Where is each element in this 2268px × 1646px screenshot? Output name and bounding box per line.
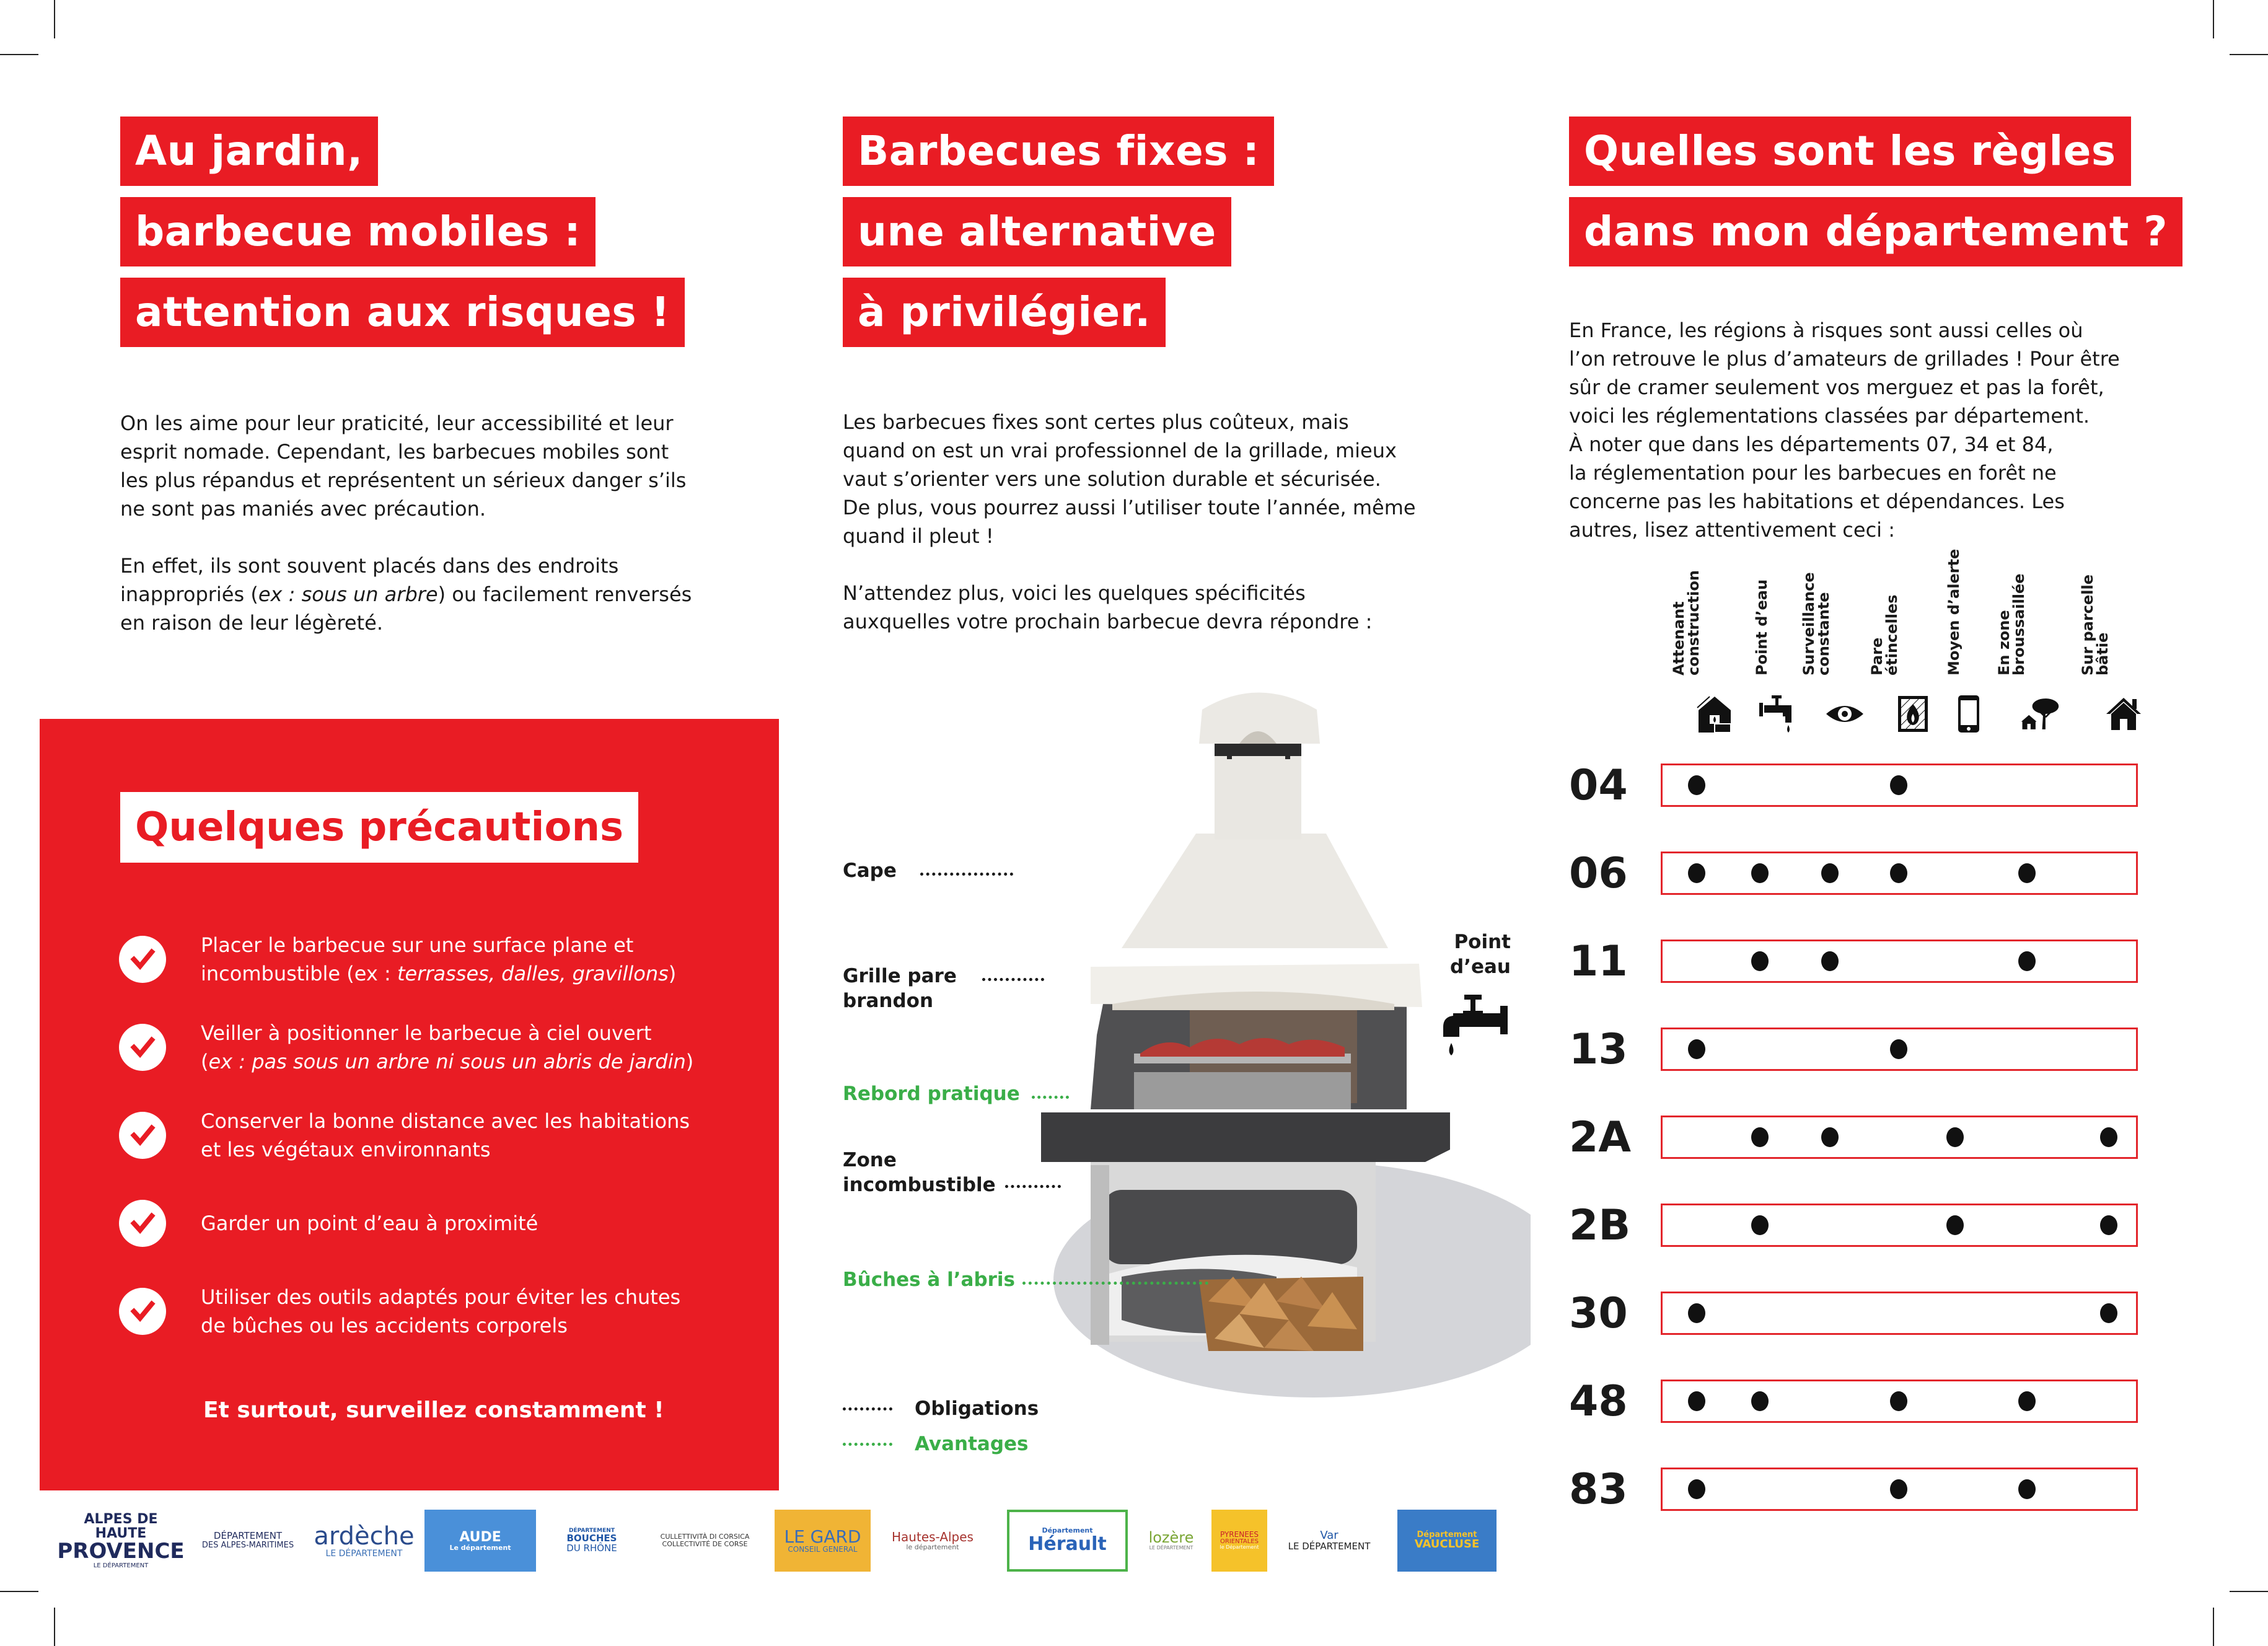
rule-dot-house-fire bbox=[1688, 1303, 1705, 1323]
crop-mark bbox=[0, 54, 38, 55]
label-zone-incombustible bbox=[843, 1148, 996, 1197]
precaution-item bbox=[119, 1018, 751, 1077]
department-code: 48 bbox=[1569, 1377, 1628, 1426]
department-code: 2B bbox=[1569, 1201, 1631, 1250]
logo-text: LE DÉPARTEMENT bbox=[1288, 1540, 1371, 1552]
department-code: 04 bbox=[1569, 761, 1628, 810]
department-logo bbox=[310, 1510, 418, 1572]
left-headline bbox=[120, 117, 685, 347]
rule-dot-spark-screen bbox=[1890, 1039, 1907, 1059]
text-line: vaut s’orienter vers une solution durable et sécurisée. bbox=[843, 467, 1381, 491]
department-row bbox=[1569, 849, 2139, 898]
logo-text: LE GARD bbox=[784, 1526, 861, 1547]
headline-line: Barbecues fixes : bbox=[843, 117, 1274, 186]
logo-text: Le département bbox=[449, 1543, 511, 1552]
checkmark-icon bbox=[119, 936, 166, 983]
headline-line: Quelles sont les règles bbox=[1569, 117, 2131, 186]
chimney bbox=[1199, 693, 1320, 840]
text-line: À noter que dans les départements 07, 34 et 84, bbox=[1569, 433, 2054, 456]
logo-text: DÉPARTEMENT bbox=[569, 1527, 615, 1534]
column-header bbox=[1997, 573, 2026, 676]
legend-label: Avantages bbox=[915, 1433, 1029, 1455]
logo-text: LE DÉPARTEMENT bbox=[325, 1548, 403, 1559]
leader-rebord bbox=[1032, 1096, 1069, 1099]
text-run: inappropriés ( bbox=[120, 583, 258, 606]
left-intro-text bbox=[120, 409, 692, 637]
headline-line: à privilégier. bbox=[843, 278, 1166, 347]
department-logo bbox=[1137, 1510, 1205, 1572]
logo-text: lozère bbox=[1148, 1529, 1194, 1547]
rule-dot-eye bbox=[1821, 1127, 1839, 1147]
logo-text: LE DÉPARTEMENT bbox=[1149, 1545, 1193, 1551]
text-run: de bûches ou les accidents corporels bbox=[201, 1314, 568, 1337]
department-rules-box bbox=[1661, 940, 2138, 983]
crop-mark bbox=[2230, 54, 2268, 55]
text-line: De plus, vous pourrez aussi l’utiliser toute l’année, même bbox=[843, 496, 1416, 519]
logo-text: AUDE bbox=[459, 1529, 501, 1545]
column-header-line: broussaillée bbox=[2010, 573, 2028, 676]
rule-dot-spark-screen bbox=[1890, 775, 1907, 795]
rule-dot-water-tap bbox=[1751, 1391, 1769, 1411]
regulation-column-headers bbox=[1667, 548, 2150, 676]
eye-icon bbox=[1825, 694, 1865, 734]
label-line: d’eau bbox=[1450, 956, 1511, 978]
precaution-item bbox=[119, 1194, 751, 1253]
rule-dot-house-fire bbox=[1688, 775, 1705, 795]
department-logo bbox=[654, 1510, 756, 1572]
department-code: 83 bbox=[1569, 1465, 1628, 1514]
column-header bbox=[1754, 579, 1769, 676]
logo-text: DES ALPES-MARITIMES bbox=[201, 1541, 294, 1551]
column-header-line: Pare bbox=[1868, 637, 1886, 676]
label-rebord-pratique: Rebord pratique bbox=[843, 1083, 1020, 1105]
precaution-item bbox=[119, 1106, 751, 1165]
precaution-item bbox=[119, 1282, 751, 1341]
department-rules-box bbox=[1661, 1116, 2138, 1159]
base bbox=[1091, 1156, 1376, 1351]
text-line: Garder un point d’eau à proximité bbox=[201, 1212, 538, 1235]
rule-dot-mobile-phone bbox=[1946, 1215, 1964, 1235]
paragraph bbox=[843, 408, 1416, 550]
label-point-eau bbox=[1450, 930, 1511, 979]
department-logo bbox=[1211, 1510, 1267, 1572]
italic-example: terrasses, dalles, gravillons bbox=[397, 962, 669, 985]
crop-mark bbox=[0, 1591, 38, 1592]
water-tap-icon bbox=[1441, 995, 1509, 1069]
leader-grille bbox=[982, 978, 1044, 981]
legend-dots-black bbox=[843, 1407, 892, 1411]
text-run: ) ou facilement renversés bbox=[437, 583, 692, 606]
logo-text: CONSEIL GENERAL bbox=[788, 1545, 858, 1554]
department-regulation-table bbox=[1569, 761, 2139, 1556]
logo-text: LE DÉPARTEMENT bbox=[93, 1562, 149, 1569]
text-run: incombustible (ex : bbox=[201, 962, 397, 985]
text-line: esprit nomade. Cependant, les barbecues mobiles sont bbox=[120, 440, 669, 464]
text-line: voici les réglementations classées par département. bbox=[1569, 404, 2090, 428]
label-line: Grille pare bbox=[843, 965, 957, 987]
text-line: l’on retrouve le plus d’amateurs de grillades ! Pour être bbox=[1569, 347, 2120, 371]
rule-dot-eye bbox=[1821, 863, 1839, 883]
crop-mark bbox=[2230, 1591, 2268, 1592]
logo-text: Département bbox=[1417, 1529, 1477, 1539]
paragraph bbox=[120, 552, 692, 637]
house-fire-icon bbox=[1695, 694, 1734, 734]
barbecue-diagram bbox=[830, 682, 1531, 1487]
rule-dot-house-fire bbox=[1688, 1479, 1705, 1499]
label-buches-a-labris: Bûches à l’abris bbox=[843, 1269, 1016, 1291]
rule-dot-house-tree bbox=[2018, 1391, 2036, 1411]
checkmark-icon bbox=[119, 1288, 166, 1335]
checkmark-icon bbox=[119, 1024, 166, 1071]
rule-dot-spark-screen bbox=[1890, 863, 1907, 883]
text-line: auxquelles votre prochain barbecue devra répondre : bbox=[843, 610, 1373, 633]
column-header-line: Surveillance bbox=[1800, 572, 1817, 676]
text-line: en raison de leur légèreté. bbox=[120, 611, 383, 635]
rule-dot-house bbox=[2100, 1215, 2117, 1235]
text-line: la réglementation pour les barbecues en forêt ne bbox=[1569, 461, 2057, 485]
text-line: En effet, ils sont souvent placés dans des endroits bbox=[120, 554, 619, 578]
text-line: Veiller à positionner le barbecue à ciel ouvert bbox=[201, 1021, 652, 1045]
precaution-text bbox=[201, 1107, 690, 1164]
column-header-line: étincelles bbox=[1883, 594, 1901, 676]
logo-text: Hérault bbox=[1028, 1533, 1107, 1556]
department-code: 30 bbox=[1569, 1289, 1628, 1338]
logs bbox=[1199, 1277, 1363, 1351]
precautions-list bbox=[119, 930, 751, 1370]
rule-dot-spark-screen bbox=[1890, 1479, 1907, 1499]
logo-text: PROVENCE bbox=[57, 1539, 185, 1564]
text-line bbox=[201, 959, 676, 988]
label-line: brandon bbox=[843, 990, 934, 1012]
legend-obligations bbox=[843, 1397, 1039, 1420]
label-cape: Cape bbox=[843, 860, 897, 882]
right-intro-text bbox=[1569, 316, 2120, 544]
logo-text: COLLECTIVITÉ DE CORSE bbox=[662, 1540, 748, 1548]
paragraph bbox=[843, 579, 1416, 636]
department-logo bbox=[1397, 1510, 1497, 1572]
hood bbox=[1091, 834, 1422, 1010]
text-run: ) bbox=[668, 962, 677, 985]
label-grille-pare-brandon bbox=[843, 964, 957, 1013]
logo-text: le département bbox=[906, 1543, 959, 1551]
logo-text: ALPES DE HAUTE bbox=[84, 1511, 158, 1541]
countertop bbox=[1041, 1112, 1450, 1162]
leader-zone bbox=[1005, 1185, 1061, 1188]
department-logo bbox=[424, 1510, 536, 1572]
rule-dot-eye bbox=[1821, 951, 1839, 971]
department-rules-box bbox=[1661, 1468, 2138, 1511]
precautions-panel bbox=[40, 719, 779, 1490]
department-logo bbox=[775, 1510, 871, 1572]
column-header-line: bâtie bbox=[2094, 632, 2111, 676]
department-row bbox=[1569, 761, 2139, 810]
label-line: incombustible bbox=[843, 1174, 996, 1196]
right-headline bbox=[1569, 117, 2182, 266]
rule-dot-water-tap bbox=[1751, 1127, 1769, 1147]
column-header-line: En zone bbox=[1995, 610, 2013, 676]
department-code: 2A bbox=[1569, 1113, 1631, 1162]
logo-text: ardèche bbox=[314, 1521, 415, 1551]
headline-line: barbecue mobiles : bbox=[120, 197, 596, 266]
logo-text: Var bbox=[1320, 1528, 1338, 1542]
checkmark-icon bbox=[119, 1200, 166, 1247]
column-header bbox=[1946, 549, 1961, 676]
water-tap-icon bbox=[1757, 694, 1796, 734]
department-logo bbox=[1007, 1510, 1128, 1572]
house-icon bbox=[2104, 694, 2143, 734]
text-line: ne sont pas maniés avec précaution. bbox=[120, 497, 486, 521]
department-rules-box bbox=[1661, 1204, 2138, 1247]
text-line: quand on est un vrai professionnel de la grillade, mieux bbox=[843, 439, 1397, 462]
mobile-phone-icon bbox=[1949, 694, 1989, 734]
text-line bbox=[201, 1047, 693, 1076]
rule-dot-house-tree bbox=[2018, 1479, 2036, 1499]
italic-example: ex : sous un arbre bbox=[258, 583, 438, 606]
text-line: quand il pleut ! bbox=[843, 524, 994, 548]
text-run: et les végétaux environnants bbox=[201, 1138, 491, 1161]
column-header-line: constante bbox=[1815, 592, 1832, 676]
crop-mark bbox=[54, 1608, 55, 1646]
legend-label: Obligations bbox=[915, 1397, 1039, 1420]
middle-intro-text bbox=[843, 408, 1416, 636]
text-run: ) bbox=[685, 1050, 694, 1073]
text-line: les plus répandus et représentent un sérieux danger s’ils bbox=[120, 469, 687, 492]
department-row bbox=[1569, 1377, 2139, 1426]
text-line: sûr de cramer seulement vos merguez et pas la forêt, bbox=[1569, 376, 2104, 399]
rule-dot-spark-screen bbox=[1890, 1391, 1907, 1411]
department-logo bbox=[886, 1510, 979, 1572]
department-code: 11 bbox=[1569, 937, 1628, 986]
department-code: 06 bbox=[1569, 849, 1628, 898]
department-rules-box bbox=[1661, 1292, 2138, 1335]
rule-dot-house bbox=[2100, 1127, 2117, 1147]
logo-text: le Département bbox=[1220, 1544, 1259, 1551]
headline-line: Au jardin, bbox=[120, 117, 378, 186]
rule-dot-water-tap bbox=[1751, 863, 1769, 883]
department-code: 13 bbox=[1569, 1025, 1628, 1074]
department-rules-box bbox=[1661, 852, 2138, 895]
precaution-text bbox=[201, 1209, 538, 1238]
text-line: N’attendez plus, voici les quelques spécificités bbox=[843, 581, 1306, 605]
leader-buches bbox=[1022, 1282, 1208, 1285]
logo-text: BOUCHES bbox=[566, 1532, 617, 1544]
text-run: ( bbox=[201, 1050, 209, 1073]
headline-line: une alternative bbox=[843, 197, 1231, 266]
text-line: concerne pas les habitations et dépendances. Les bbox=[1569, 490, 2065, 513]
precautions-final-note: Et surtout, surveillez constamment ! bbox=[203, 1397, 664, 1423]
department-row bbox=[1569, 1289, 2139, 1338]
text-line: En France, les régions à risques sont aussi celles où bbox=[1569, 319, 2083, 342]
department-logo bbox=[1280, 1510, 1379, 1572]
rule-dot-house-tree bbox=[2018, 951, 2036, 971]
rule-dot-house-tree bbox=[2018, 863, 2036, 883]
spark-screen-icon bbox=[1893, 694, 1933, 734]
column-header-line: Sur parcelle bbox=[2079, 574, 2096, 676]
rule-dot-house-fire bbox=[1688, 863, 1705, 883]
italic-example: ex : pas sous un arbre ni sous un abris de jardin bbox=[208, 1050, 686, 1073]
legend-dots-green bbox=[843, 1443, 892, 1446]
label-line: Zone bbox=[843, 1149, 897, 1171]
house-tree-icon bbox=[2020, 694, 2060, 734]
department-row bbox=[1569, 1465, 2139, 1514]
text-line: Conserver la bonne distance avec les habitations bbox=[201, 1109, 690, 1133]
crop-mark bbox=[54, 0, 55, 38]
column-header bbox=[1671, 570, 1701, 676]
rule-dot-water-tap bbox=[1751, 951, 1769, 971]
department-rules-box bbox=[1661, 1380, 2138, 1423]
text-line bbox=[201, 1311, 680, 1340]
crop-mark bbox=[2213, 0, 2214, 38]
middle-headline bbox=[843, 117, 1274, 347]
paragraph bbox=[120, 409, 692, 523]
department-rules-box bbox=[1661, 1028, 2138, 1071]
label-line: Point bbox=[1454, 931, 1511, 953]
rule-dot-house-fire bbox=[1688, 1039, 1705, 1059]
column-header bbox=[1801, 572, 1831, 676]
crop-mark bbox=[2213, 1608, 2214, 1646]
column-header bbox=[2080, 574, 2110, 676]
text-line: autres, lisez attentivement ceci : bbox=[1569, 518, 1896, 542]
paragraph bbox=[1569, 316, 2120, 544]
department-row bbox=[1569, 1201, 2139, 1250]
column-header-line: construction bbox=[1685, 570, 1702, 676]
department-logo bbox=[57, 1510, 185, 1572]
logo-text: Hautes-Alpes bbox=[892, 1529, 974, 1544]
precaution-text bbox=[201, 931, 676, 988]
department-logo bbox=[545, 1510, 638, 1572]
column-header bbox=[1870, 594, 1899, 676]
precautions-title: Quelques précautions bbox=[120, 792, 638, 863]
text-line: Placer le barbecue sur une surface plane et bbox=[201, 933, 634, 957]
precaution-text bbox=[201, 1019, 693, 1076]
rule-dot-house bbox=[2100, 1303, 2117, 1323]
logo-text: CULLETTIVITÀ DI CORSICA bbox=[660, 1533, 750, 1541]
department-row bbox=[1569, 1025, 2139, 1074]
checkmark-icon bbox=[119, 1112, 166, 1159]
department-row bbox=[1569, 937, 2139, 986]
text-line: On les aime pour leur praticité, leur accessibilité et leur bbox=[120, 412, 674, 435]
department-logos bbox=[57, 1510, 1512, 1572]
logo-text: DÉPARTEMENT bbox=[213, 1530, 283, 1542]
department-row bbox=[1569, 1113, 2139, 1162]
rule-dot-house-fire bbox=[1688, 1391, 1705, 1411]
text-line bbox=[120, 580, 692, 609]
column-header-line: Attenant bbox=[1670, 601, 1687, 676]
regulation-column-icons bbox=[1667, 694, 2150, 737]
logo-text: Département bbox=[1042, 1526, 1093, 1535]
leader-cape bbox=[920, 873, 1013, 876]
department-logo bbox=[195, 1510, 301, 1572]
logo-text: ORIENTALES bbox=[1220, 1538, 1259, 1545]
precaution-item bbox=[119, 930, 751, 989]
column-header-line: Moyen d’alerte bbox=[1945, 548, 1963, 676]
department-rules-box bbox=[1661, 764, 2138, 807]
text-line bbox=[201, 1135, 690, 1164]
logo-text: VAUCLUSE bbox=[1414, 1538, 1480, 1551]
headline-line: dans mon département ? bbox=[1569, 197, 2182, 266]
rule-dot-water-tap bbox=[1751, 1215, 1769, 1235]
rule-dot-mobile-phone bbox=[1946, 1127, 1964, 1147]
logo-text: PYRENEES bbox=[1220, 1530, 1259, 1539]
precaution-text bbox=[201, 1283, 680, 1340]
headline-line: attention aux risques ! bbox=[120, 278, 685, 347]
legend-avantages bbox=[843, 1433, 1029, 1455]
column-header-line: Point d’eau bbox=[1753, 579, 1770, 676]
text-line: Les barbecues fixes sont certes plus coûteux, mais bbox=[843, 410, 1349, 434]
logo-text: DU RHÔNE bbox=[566, 1542, 617, 1554]
text-line: Utiliser des outils adaptés pour éviter les chutes bbox=[201, 1285, 681, 1309]
